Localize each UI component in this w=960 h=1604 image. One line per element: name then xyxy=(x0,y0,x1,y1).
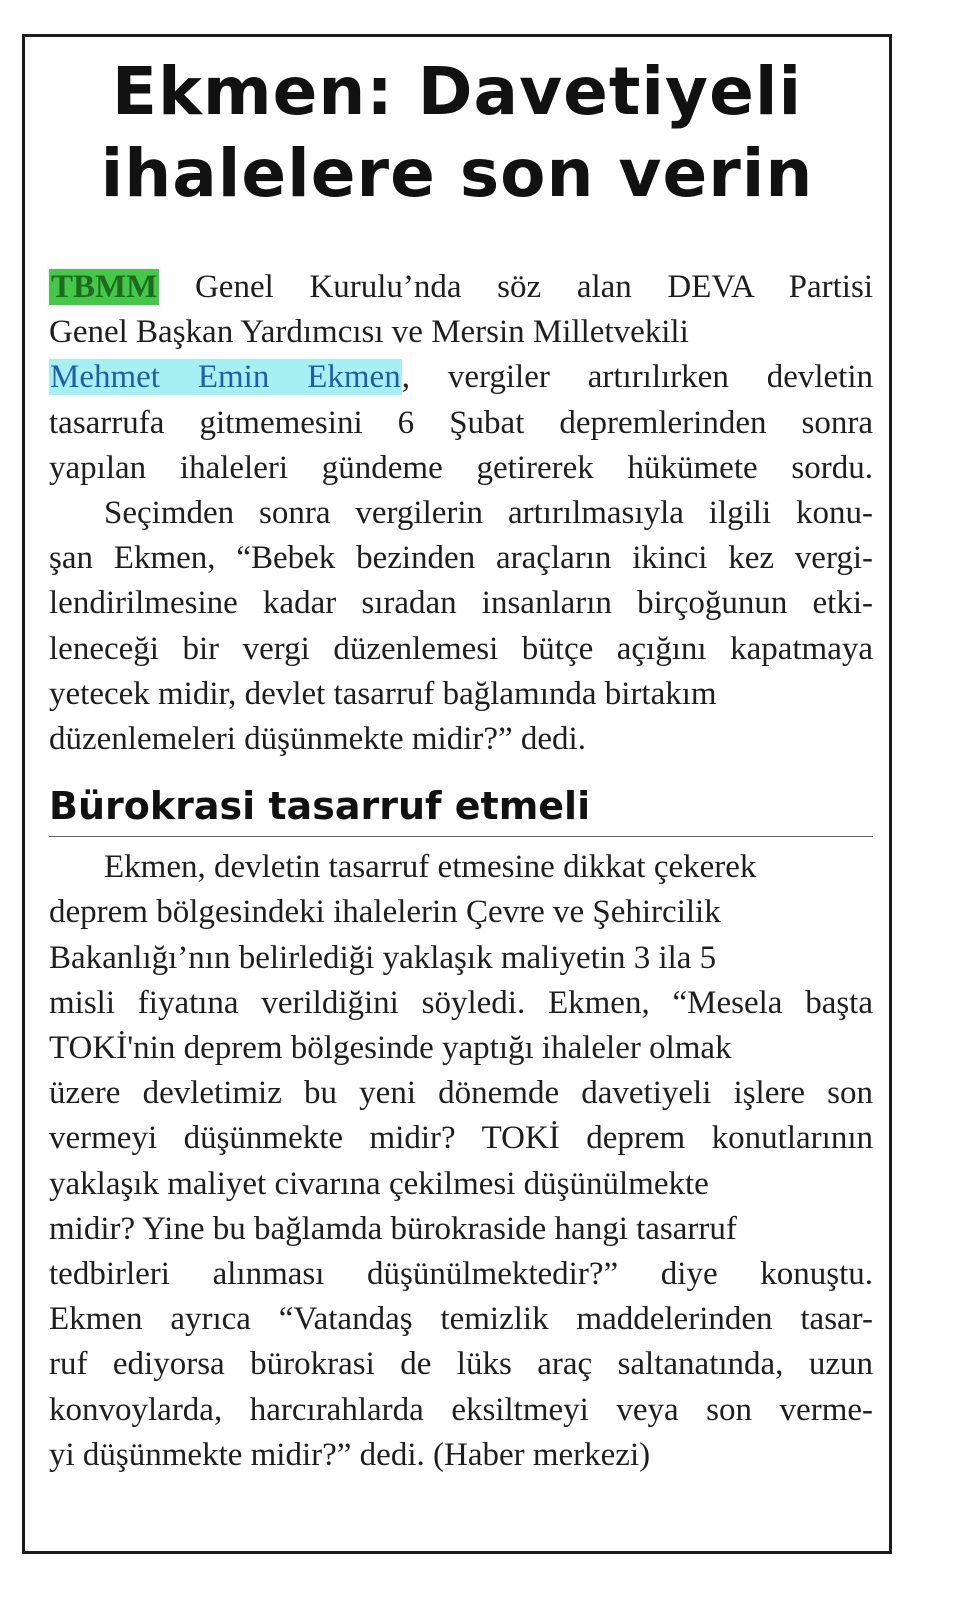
paragraph-3-line: Ekmen ayrıca “Vatandaş temizlik maddelerinden tasar- xyxy=(49,1301,873,1338)
paragraph-1-line-1-text: Genel Kurulu’nda söz alan DEVA Partisi xyxy=(159,269,873,305)
paragraph-1-line-1 xyxy=(49,265,873,310)
headline-line-1: Ekmen: Davetiyeli xyxy=(111,53,803,130)
paragraph-3-line: ruf ediyorsa bürokrasi de lüks araç saltanatında, uzun xyxy=(49,1346,873,1383)
paragraph-1-line-5: yapılan ihaleleri gündeme getirerek hükümete sordu. xyxy=(49,449,873,486)
highlight-person: Mehmet Emin Ekmen xyxy=(50,359,401,396)
article-headline xyxy=(25,37,889,215)
paragraph-3-line: Bakanlığı’nın belirlediği yaklaşık maliyetin 3 ila 5 xyxy=(49,939,717,976)
paragraph-3-line: konvoylarda, harcırahlarda eksiltmeyi veya son verme- xyxy=(49,1391,873,1428)
headline-line-2: ihalelere son verin xyxy=(100,135,814,212)
paragraph-1-line-2: Genel Başkan Yardımcısı ve Mersin Milletvekili xyxy=(49,314,689,351)
paragraph-1-line-3 xyxy=(49,355,873,400)
paragraph-1 xyxy=(49,265,873,491)
paragraph-3-line: midir? Yine bu bağlamda bürokraside hangi tasarruf xyxy=(49,1210,737,1247)
paragraph-3-line: deprem bölgesindeki ihalelerin Çevre ve Şehircilik xyxy=(49,894,721,931)
paragraph-2-line: lendirilmesine kadar sıradan insanların birçoğunun etki- xyxy=(49,585,873,622)
paragraph-2-line: Seçimden sonra vergilerin artırılmasıyla ilgili konu- xyxy=(104,495,873,532)
paragraph-2-line: yetecek midir, devlet tasarruf bağlamında birtakım xyxy=(49,675,717,712)
paragraph-2-line: düzenlemeleri düşünmekte midir?” dedi. xyxy=(49,721,586,758)
paragraph-3 xyxy=(49,845,873,1478)
paragraph-1-line-3-text: , vergiler artırılırken devletin xyxy=(401,359,873,396)
article-frame xyxy=(22,34,892,1554)
paragraph-3-line: yaklaşık maliyet civarına çekilmesi düşünülmekte xyxy=(49,1165,709,1202)
paragraph-2-line: şan Ekmen, “Bebek bezinden araçların ikinci kez vergi- xyxy=(49,540,873,577)
paragraph-1-line-4: tasarrufa gitmemesini 6 Şubat depremlerinden sonra xyxy=(49,404,873,441)
paragraph-3-line: vermeyi düşünmekte midir? TOKİ deprem konutlarının xyxy=(49,1120,873,1157)
paragraph-3-line: tedbirleri alınması düşünülmektedir?” diye konuştu. xyxy=(49,1256,873,1293)
paragraph-2 xyxy=(49,491,873,762)
paragraph-3-line: Ekmen, devletin tasarruf etmesine dikkat çekerek xyxy=(104,849,757,886)
paragraph-3-line: TOKİ'nin deprem bölgesinde yaptığı ihaleler olmak xyxy=(49,1030,732,1067)
paragraph-3-line: misli fiyatına verildiğini söyledi. Ekmen, “Mesela başta xyxy=(49,984,873,1021)
highlight-organization: TBMM xyxy=(51,269,158,305)
paragraph-3-line: üzere devletimiz bu yeni dönemde davetiyeli işlere son xyxy=(49,1075,873,1112)
article-body xyxy=(49,265,873,1478)
paragraph-2-line: leneceği bir vergi düzenlemesi bütçe açığını kapatmaya xyxy=(49,630,873,667)
section-subheading: Bürokrasi tasarruf etmeli xyxy=(49,780,873,837)
paragraph-3-line: yi düşünmekte midir?” dedi. (Haber merkezi) xyxy=(49,1436,651,1473)
